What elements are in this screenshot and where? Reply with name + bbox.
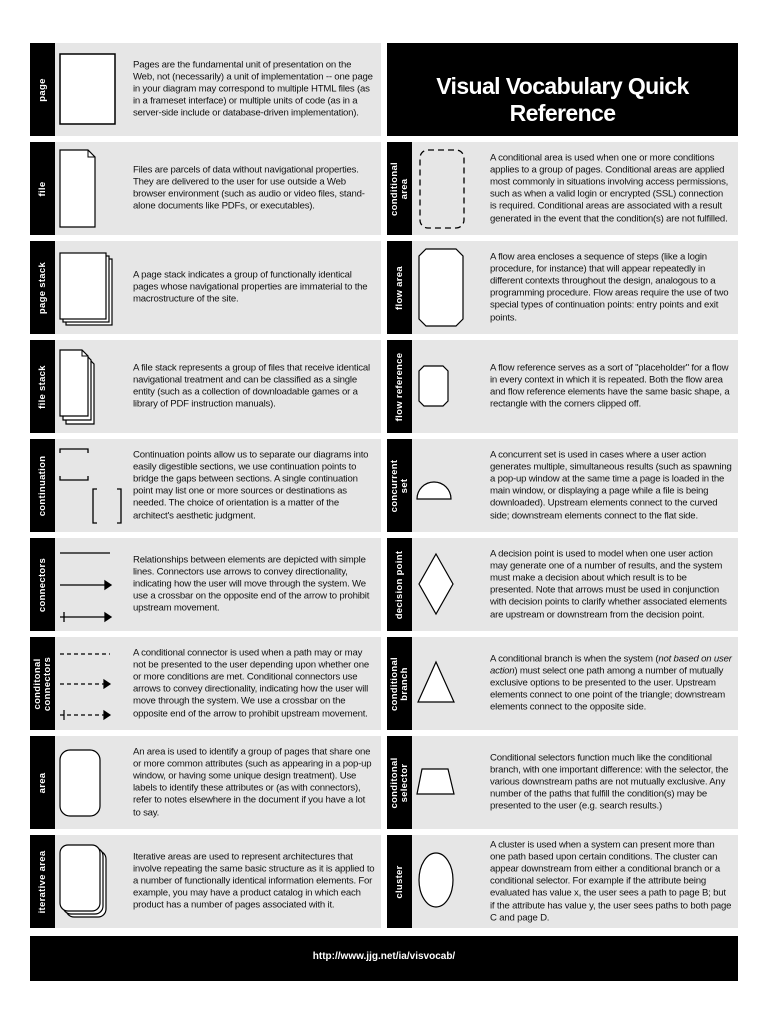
row-label: connectors (36, 557, 48, 612)
row-description: A decision point is used to model when one user action may generate one of a number of results, and the system must make a decision about which result is to be presented. Note that arrows must be used in conjunction with decision points to clarify whether associated elements are upstream or downstream from the decision point. (490, 547, 727, 620)
row-description: A flow area encloses a sequence of steps (like a login procedure, for instance) that will appear repeatedly in different contexts throughout the design, analogous to a programming procedure. Flow areas require the use of two special types of continuation points: entry points and exit points. (490, 250, 729, 323)
page-title: Visual Vocabulary Quick Reference (436, 73, 689, 126)
row-description: A concurrent set is used in cases where a user action generates multiple, simultaneous results (such as spawning a pop-up window at the same time a page is loaded in the main window, or displaying a page while a file is being downloaded). Upstream elements connect to the curved side; downstream elements connect to the flat side. (490, 448, 732, 521)
row-label: conditional area (388, 161, 410, 216)
row-label-tab (387, 835, 412, 928)
row-cluster (387, 835, 738, 928)
row-label-tab (30, 538, 55, 631)
row-conditional-selector (387, 736, 738, 829)
row-label-tab (387, 241, 412, 334)
row-flow-area (387, 241, 738, 334)
row-label-tab (30, 835, 55, 928)
row-label-tab (30, 241, 55, 334)
row-description: A page stack indicates a group of functionally identical pages whose navigational properties are immaterial to the macrostructure of the site. (133, 269, 368, 305)
row-label: conditonal selector (388, 756, 410, 809)
row-continuation (30, 439, 381, 532)
row-label: decision point (393, 550, 405, 619)
row-decision-point (387, 538, 738, 631)
row-description: A flow reference serves as a sort of "placeholder" for a flow in every context in which it is repeated. Both the flow area and flow reference elements have the same basic shape, a rectangle with the corners clipped off. (490, 362, 730, 410)
row-conditional-area (387, 142, 738, 235)
row-description: Conditional selectors function much like the conditional branch, with one important difference: with the selector, the various downstream paths are not mutually exclusive. Any number of the paths that fulfill the condition(s) may be presented to the user (e.g. search results.) (490, 751, 729, 812)
row-label: file stack (36, 364, 48, 409)
row-description: Files are parcels of data without navigational properties. They are delivered to the user for use outside a Web browser environment (such as audio or video files, stand-alone documents like PDFs, or executables). (133, 164, 365, 212)
row-label-tab (387, 736, 412, 829)
row-description: An area is used to identify a group of pages that share one or more common attributes (such as appearing in a pop-up window, or having some unique design treatment). Use labels to identify these attributes or (as with connectors), refer to notes elsewhere in the document if you have a lot to say. (133, 745, 372, 818)
file-icon (55, 142, 130, 235)
row-label: continuation (36, 455, 48, 516)
row-description: Continuation points allow us to separate our diagrams into easily digestible sections, we use continuation points to bridge the gaps between sections. A single continuation point may list one or more sources or destinations as needed. The choice of orientation is a matter of the architect's aesthetic judgment. (133, 448, 369, 521)
concurrent-set-icon (412, 439, 487, 532)
flow-reference-icon (412, 340, 487, 433)
area-icon (55, 736, 130, 829)
row-description: A conditional area is used when one or more conditions applies to a group of pages. Conditional areas are applied most commonly in situations involving access permissions, such as when a valid login or encrypted (SSL) connection is required. Conditional areas are associated with a result generated in the event that the condition(s) are not fulfilled. (490, 151, 729, 224)
continuation-icon (55, 439, 130, 532)
conditional-area-icon (412, 142, 487, 235)
row-description: A conditional connector is used when a path may or may not be presented to the user depending upon whether one or more conditions are met. Conditional connectors use arrows to convey directionality, indicating how the user will move through the system. We use a crossbar on the opposite end of the arrow to prohibit upstream movement. (133, 646, 369, 719)
row-description (490, 653, 732, 714)
row-label-tab (30, 340, 55, 433)
row-page-stack (30, 241, 381, 334)
row-connectors (30, 538, 381, 631)
row-description: Relationships between elements are depicted with simple lines. Connectors use arrows to convey directionality, indicating how the user will move through the system. We use a crossbar on the opposite end of the arrow to prohibit upstream movement. (133, 553, 370, 614)
reference-sheet (30, 43, 738, 981)
row-conditional-branch (387, 637, 738, 730)
footer-bar (30, 936, 738, 981)
row-label: area (36, 772, 48, 793)
row-label: flow reference (393, 352, 405, 421)
row-description: A cluster is used when a system can present more than one path based upon certain conditions. The cluster can appear downstream from either a conditional branch or a conditional selector. For example if the attribute being evaluated has value x, the user sees a path to page B; but if the attribute has value y, the user sees paths to both page C and page D. (490, 838, 732, 924)
flow-area-icon (412, 241, 487, 334)
row-label-tab (387, 340, 412, 433)
row-label: page (36, 77, 48, 102)
row-label: page stack (36, 261, 48, 314)
row-label: cluster (393, 864, 405, 899)
footer-url[interactable]: http://www.jjg.net/ia/visvocab/ (312, 951, 456, 962)
row-page (30, 43, 381, 136)
row-description: A file stack represents a group of files that receive identical navigational treatment and can be classified as a single entity (such as a collection of downloadable games or a library of PDF instruction manuals). (133, 362, 370, 410)
description-text: ) must select one path among a number of mutually exclusive options to be presented to the user. Upstream elements connect to one point of the triangle; downstream elements connect to the opposite side. (490, 665, 725, 713)
row-label-tab (30, 43, 55, 136)
row-label-tab (30, 637, 55, 730)
row-label-tab (387, 637, 412, 730)
conditional-branch-icon (412, 637, 487, 730)
row-iterative-area (30, 835, 381, 928)
row-area (30, 736, 381, 829)
row-file-stack (30, 340, 381, 433)
row-conditional-connectors (30, 637, 381, 730)
page-icon (55, 43, 130, 136)
description-text: A conditional branch is when the system ( (490, 652, 659, 664)
row-label: flow area (393, 265, 405, 310)
row-concurrent-set (387, 439, 738, 532)
title-banner (387, 43, 738, 136)
row-label-tab (387, 142, 412, 235)
file-stack-icon (55, 340, 130, 433)
decision-point-icon (412, 538, 487, 631)
cluster-icon (412, 835, 487, 928)
row-label: conditional branch (388, 656, 410, 711)
iterative-area-icon (55, 835, 130, 928)
row-label-tab (30, 439, 55, 532)
row-label-tab (387, 439, 412, 532)
row-label: iterative area (36, 850, 48, 913)
row-label-tab (30, 142, 55, 235)
page-stack-icon (55, 241, 130, 334)
conditional-connectors-icon (55, 637, 130, 730)
conditional-selector-icon (412, 736, 487, 829)
row-description: Iterative areas are used to represent architectures that involve repeating the same basic structure as it is applied to a number of functionally identical information elements. For example, you may have a product catalog in which each product has a number of pages associated with it. (133, 850, 375, 911)
row-label-tab (30, 736, 55, 829)
row-flow-reference (387, 340, 738, 433)
description-emphasis: not based on user action (490, 652, 732, 677)
connectors-icon (55, 538, 130, 631)
row-description: Pages are the fundamental unit of presentation on the Web, not (necessarily) a unit of implementation -- one page in your diagram may correspond to multiple HTML files (as in a frameset interface) or multiple units of code (as in a server-side include or database-driven implementation). (133, 58, 373, 119)
row-label-tab (387, 538, 412, 631)
row-label: file (36, 181, 48, 196)
row-label: concurrent set (388, 459, 410, 512)
row-label: conditonal connectors (31, 656, 53, 711)
row-file (30, 142, 381, 235)
